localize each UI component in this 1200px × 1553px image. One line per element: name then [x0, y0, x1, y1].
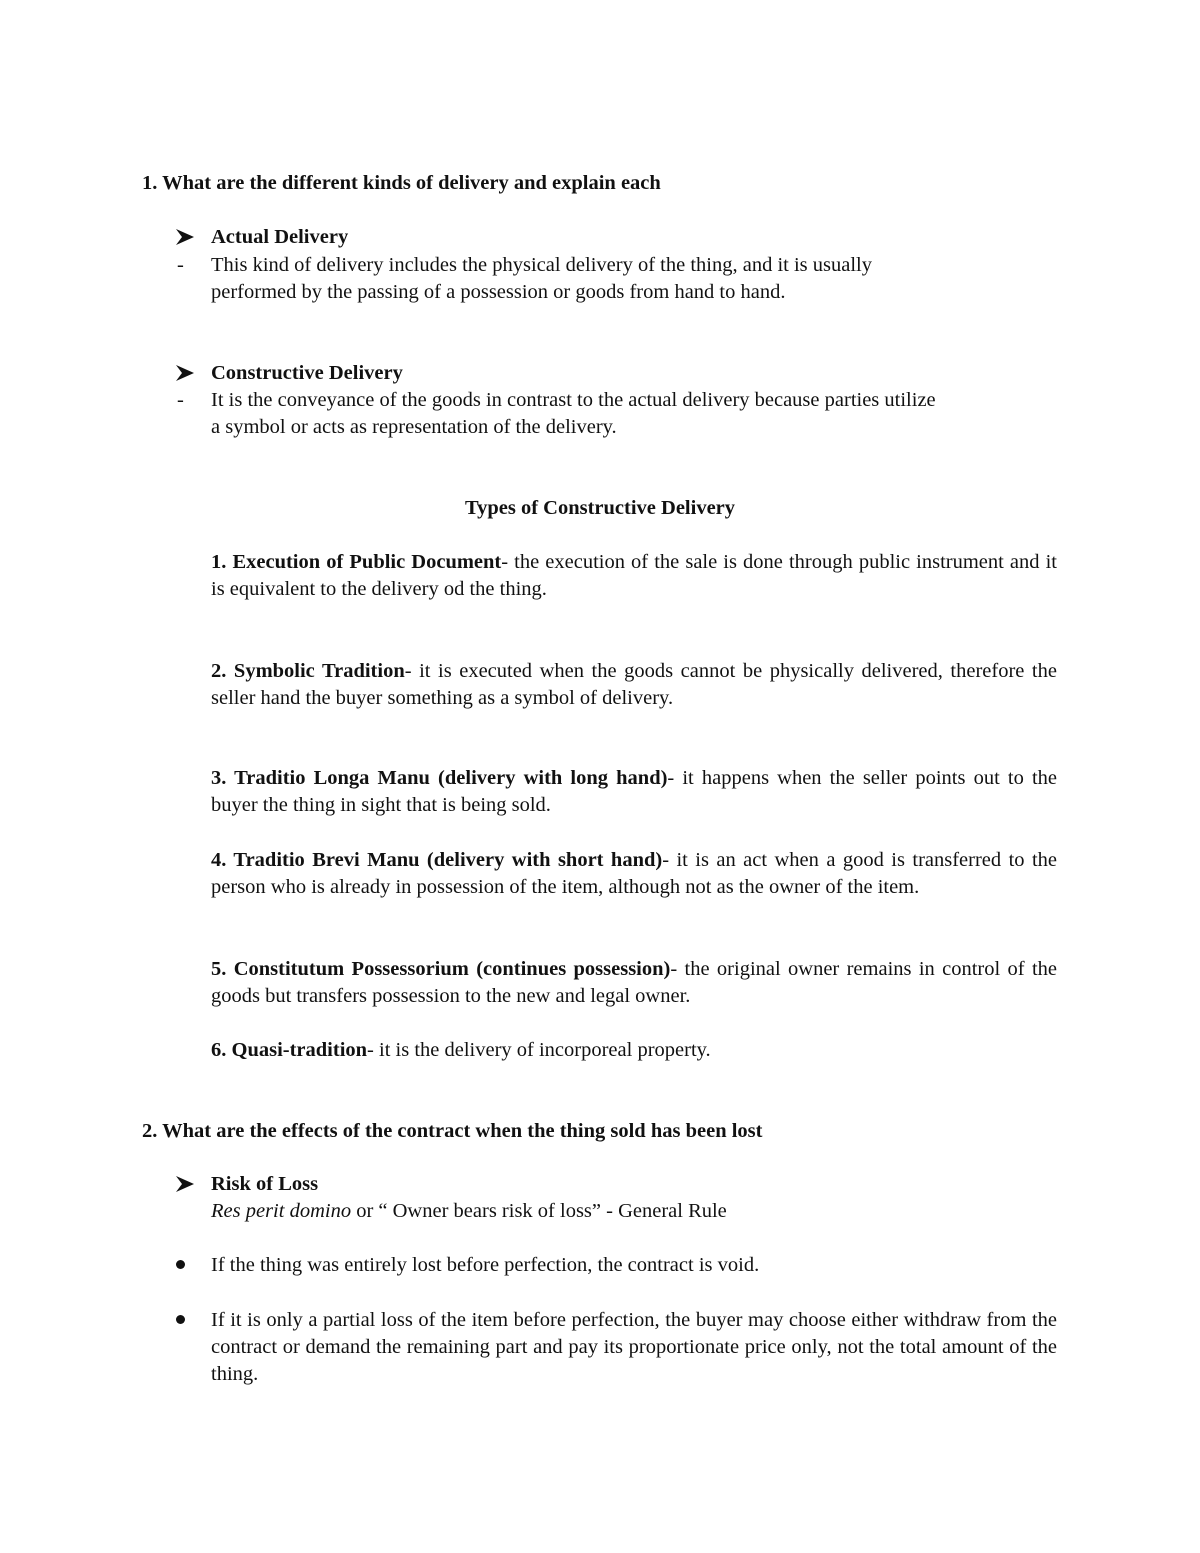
constructive-delivery-heading: Constructive Delivery [211, 362, 403, 384]
rule-text: or “ Owner bears risk of loss” - General Rule [351, 1200, 727, 1222]
actual-delivery-text [211, 252, 1061, 306]
type-term: 3. Traditio Longa Manu (delivery with long hand) [211, 767, 668, 789]
type-description: - it is an act when a good is transferred to the person who is already in possession of the item, although not as the owner of the item. [211, 849, 1057, 898]
loss-bullet-1: If the thing was entirely lost before perfection, the contract is void. [211, 1254, 760, 1276]
actual-delivery-line-2: performed by the passing of a possession or goods from hand to hand. [211, 281, 786, 303]
constructive-delivery-text [211, 387, 1081, 441]
loss-bullet-2: If it is only a partial loss of the item before perfection, the buyer may choose either withdraw from the contract or demand the remaining part and pay its proportionate price only, not the total amount of the thing. [211, 1309, 1057, 1385]
type-term: 5. Constitutum Possessorium (continues possession) [211, 958, 671, 980]
question-1-number: 1. [142, 172, 158, 194]
type-item-1 [211, 549, 1057, 603]
type-description: - it is executed when the goods cannot be physically delivered, therefore the seller hand the buyer something as a symbol of delivery. [211, 660, 1057, 709]
type-item-2 [211, 658, 1057, 712]
question-2-number: 2. [142, 1120, 158, 1142]
type-description: - it happens when the seller points out to the buyer the thing in sight that is being sold. [211, 767, 1057, 816]
arrow-bullet-icon [174, 226, 196, 248]
type-item-3 [211, 765, 1057, 819]
arrow-bullet-icon [174, 362, 196, 384]
type-term: 4. Traditio Brevi Manu (delivery with short hand) [211, 849, 663, 871]
dash-marker: - [177, 254, 184, 276]
type-description: - the execution of the sale is done through public instrument and it is equivalent to the delivery od the thing. [211, 551, 1057, 600]
type-term: 6. Quasi-tradition [211, 1039, 368, 1061]
type-item-4 [211, 847, 1057, 901]
question-1-heading [142, 170, 661, 197]
arrow-bullet-icon [174, 1173, 196, 1195]
dash-marker: - [177, 389, 184, 411]
types-heading: Types of Constructive Delivery [464, 497, 736, 519]
bullet-dot-icon [176, 1260, 185, 1269]
type-description: - it is the delivery of incorporeal property. [367, 1039, 711, 1061]
type-item-5 [211, 956, 1057, 1010]
latin-maxim: Res perit domino [211, 1200, 352, 1222]
risk-of-loss-rule [211, 1198, 727, 1225]
risk-of-loss-heading: Risk of Loss [211, 1173, 319, 1195]
constructive-delivery-line-1: It is the conveyance of the goods in contrast to the actual delivery because parties utilize [211, 389, 936, 411]
bullet-dot-icon [176, 1315, 185, 1324]
question-1-title: What are the different kinds of delivery and explain each [162, 172, 661, 194]
type-description: - the original owner remains in control of the goods but transfers possession to the new and legal owner. [211, 958, 1057, 1007]
question-2-title: What are the effects of the contract when the thing sold has been lost [162, 1120, 763, 1142]
constructive-delivery-line-2: a symbol or acts as representation of the delivery. [211, 416, 617, 438]
type-term: 1. Execution of Public Document [211, 551, 502, 573]
actual-delivery-line-1: This kind of delivery includes the physical delivery of the thing, and it is usually [211, 254, 872, 276]
question-2-heading [142, 1118, 762, 1145]
actual-delivery-heading: Actual Delivery [211, 226, 349, 248]
type-term: 2. Symbolic Tradition [211, 660, 405, 682]
type-item-6 [211, 1037, 1057, 1064]
